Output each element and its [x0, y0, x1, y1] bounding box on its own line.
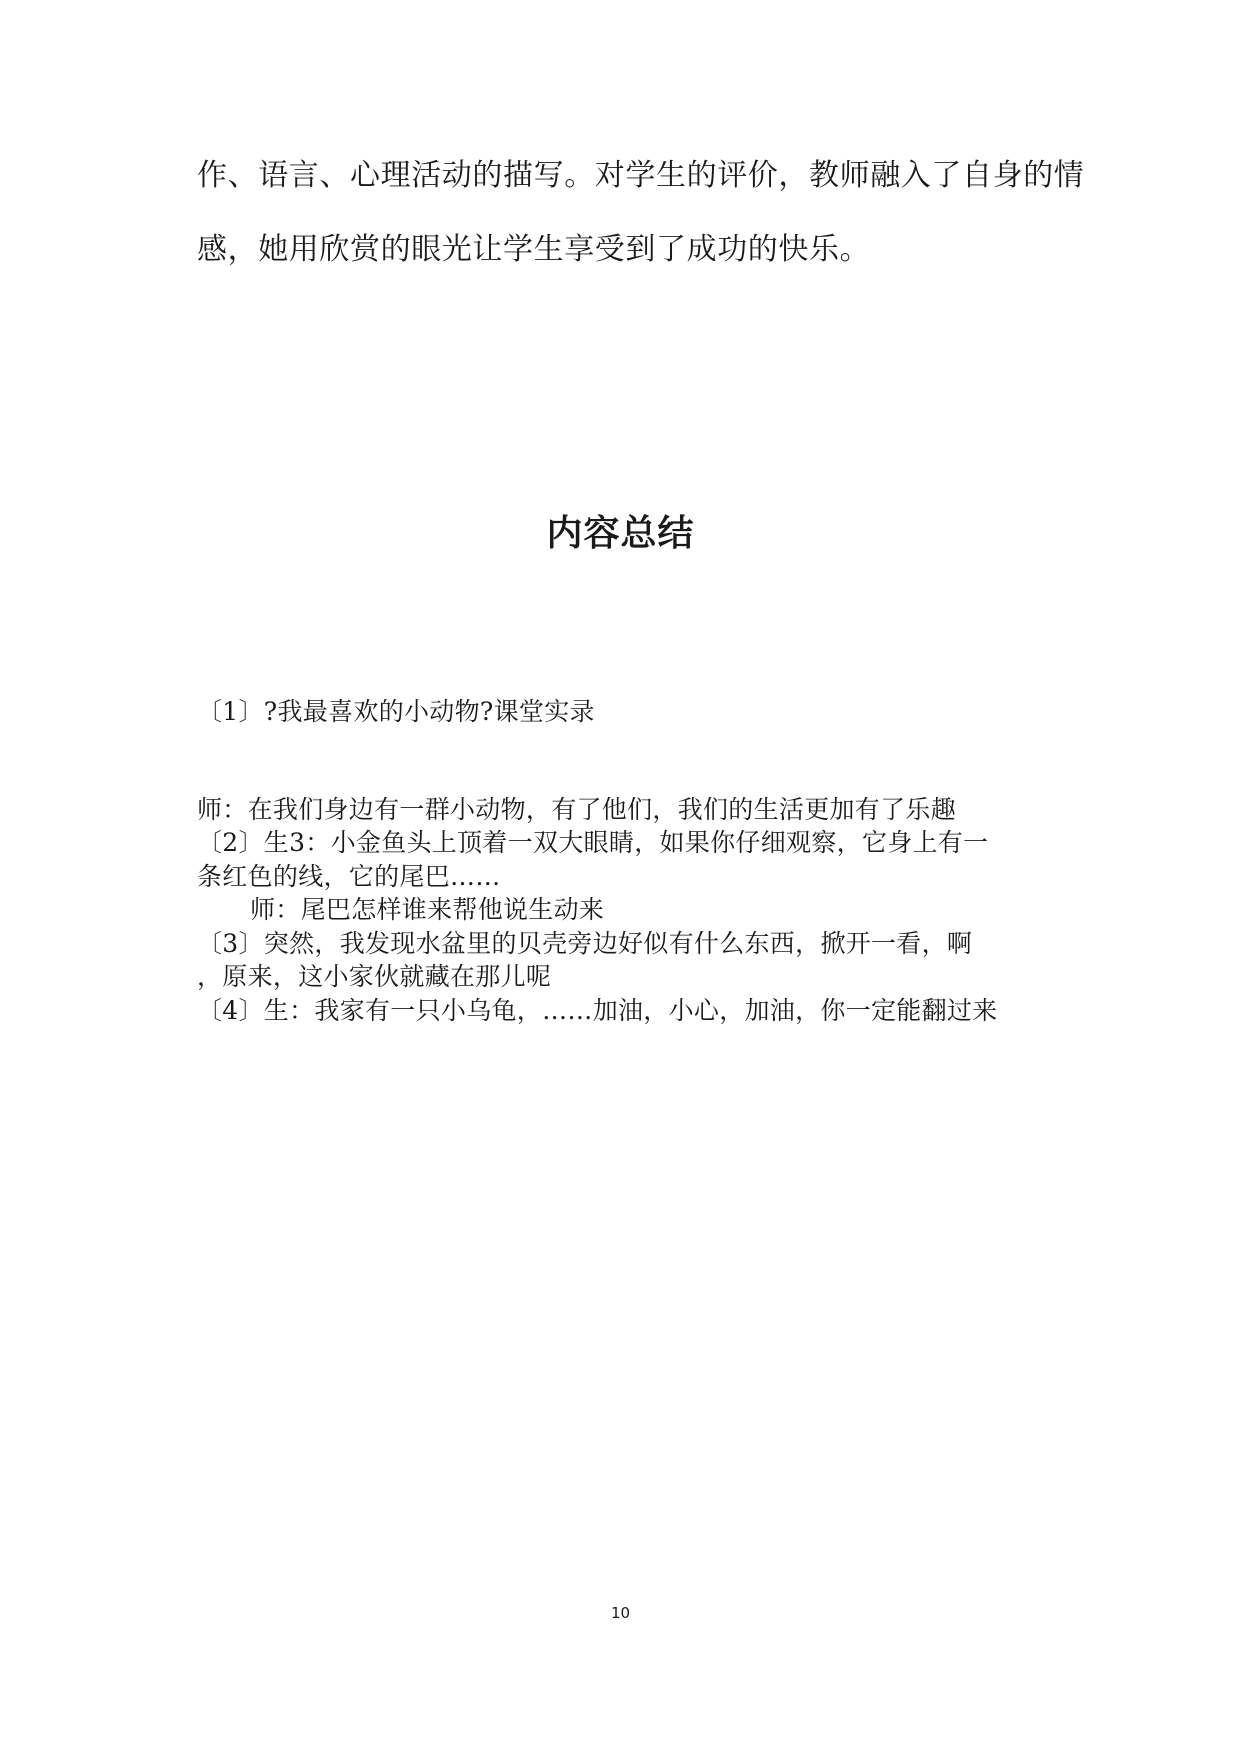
- summary-item-1: 〔1〕?我最喜欢的小动物?课堂实录: [197, 697, 595, 726]
- summary-item-4: 〔4〕生：我家有一只小乌龟，……加油，小心，加油，你一定能翻过来: [197, 996, 998, 1025]
- summary-item-2-line-2: 条红色的线，它的尾巴……: [197, 862, 501, 891]
- intro-paragraph-line-1: 作、语言、心理活动的描写。对学生的评价，教师融入了自身的情: [197, 158, 1085, 193]
- summary-item-3-line-2: ，原来，这小家伙就藏在那儿呢: [197, 962, 552, 991]
- summary-item-3-line-1: 〔3〕突然，我发现水盆里的贝壳旁边好似有什么东西，掀开一看，啊: [197, 929, 973, 958]
- intro-paragraph-line-2: 感，她用欣赏的眼光让学生享受到了成功的快乐。: [197, 232, 871, 267]
- page-number: 10: [610, 1604, 631, 1622]
- summary-item-2-line-1: 〔2〕生3：小金鱼头上顶着一双大眼睛，如果你仔细观察，它身上有一: [197, 828, 989, 857]
- summary-heading: 内容总结: [546, 513, 695, 554]
- summary-line-teacher-intro: 师：在我们身边有一群小动物，有了他们，我们的生活更加有了乐趣: [197, 795, 957, 824]
- summary-teacher-question: 师：尾巴怎样谁来帮他说生动来: [250, 895, 605, 924]
